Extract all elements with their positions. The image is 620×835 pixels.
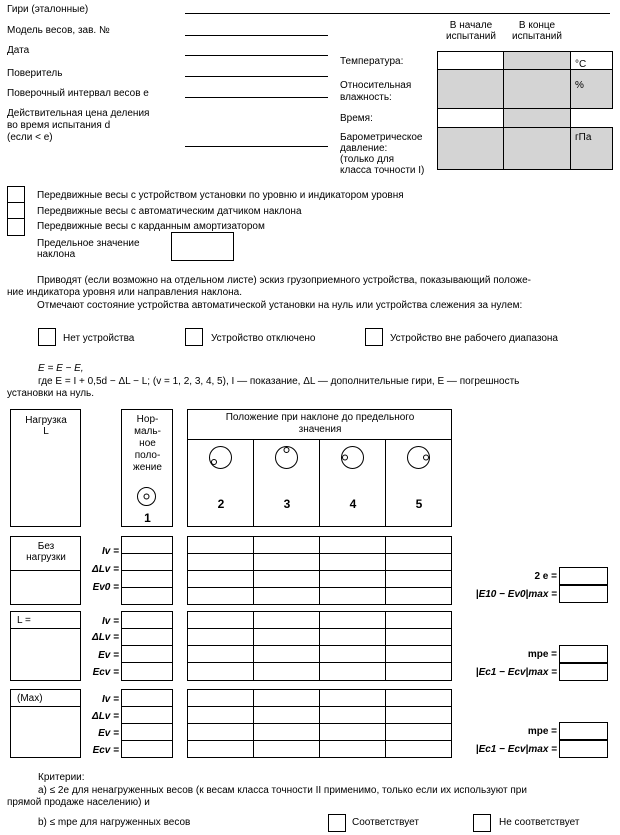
option-3-label: Передвижные весы с карданным амортизатором: [37, 221, 265, 232]
level-tilt-5-icon: [408, 447, 430, 469]
level-tilt-4-icon: [342, 447, 364, 469]
row-label-iv: Iv =: [102, 694, 119, 705]
zero-option-3-checkbox[interactable]: [365, 328, 383, 346]
row-label-ecv: Ecv =: [92, 667, 119, 678]
level-tilt-3-icon: [276, 447, 298, 469]
row-label-dlv: ΔLv =: [91, 711, 119, 722]
interval-field[interactable]: [185, 97, 328, 98]
mpe-label: mpe =: [527, 726, 557, 737]
zero-option-1-label: Нет устройства: [63, 333, 135, 344]
row-label-ev: Ev =: [98, 650, 119, 661]
normal-header-4: поло-: [134, 450, 161, 461]
formula-line-1: E = E − E,: [38, 363, 84, 374]
load-header-2: L: [43, 426, 49, 437]
position-number-5: 5: [415, 497, 423, 511]
normal-header-2: маль-: [134, 426, 161, 437]
weights-label: Гири (эталонные): [7, 4, 89, 15]
pressure-unit: гПа: [575, 132, 592, 143]
block3-label: (Max): [17, 693, 43, 704]
pressure-label-2: давление:: [340, 143, 388, 154]
interval-label: Поверочный интервал весов e: [7, 88, 149, 99]
pressure-end-cell[interactable]: [503, 127, 571, 170]
paragraph-1b: ние индикатора уровня или направления наклона.: [7, 287, 243, 298]
zero-option-1-checkbox[interactable]: [38, 328, 56, 346]
formula-line-2: где E = I + 0,5d − ΔL − L; (v = 1, 2, 3, 4, 5), I — показание, ΔL — дополнительные гири, E — погрешность: [38, 376, 520, 387]
level-normal-icon: [138, 488, 156, 506]
humidity-start-cell[interactable]: [437, 69, 504, 109]
row-label-ecv: Ecv =: [92, 745, 119, 756]
humidity-label-2: влажность:: [340, 92, 392, 103]
division-label-1: Действительная цена деления: [7, 108, 150, 119]
temperature-label: Температура:: [340, 56, 404, 67]
temp-end-cell[interactable]: [503, 51, 571, 70]
verifier-label: Поверитель: [7, 68, 63, 79]
position-number-1: 1: [144, 511, 151, 525]
pressure-label-1: Барометрическое: [340, 132, 423, 143]
pass-label: Соответствует: [352, 817, 419, 828]
limit-label-1: Предельное значение: [37, 238, 140, 249]
temp-start-cell[interactable]: [437, 51, 504, 70]
row-label-ev0: Ev0 =: [92, 582, 119, 593]
date-field[interactable]: [185, 55, 328, 56]
e10-ev0-label: |E10 − Ev0|max =: [475, 589, 557, 600]
limit-value-box[interactable]: [171, 232, 234, 261]
criteria-title: Критерии:: [38, 772, 85, 783]
time-label: Время:: [340, 113, 373, 124]
mpe-label: mpe =: [527, 649, 557, 660]
row-label-iv: Iv =: [102, 546, 119, 557]
pressure-label-3: (только для: [340, 154, 395, 165]
row-label-iv: Iv =: [102, 616, 119, 627]
pressure-start-cell[interactable]: [437, 127, 504, 170]
ec1-ecv-label: |Ec1 − Ecv|max =: [475, 667, 557, 678]
row-label-ev: Ev =: [98, 728, 119, 739]
two-e-label: 2 e =: [534, 571, 557, 582]
temperature-unit: °C: [575, 59, 587, 70]
position-number-3: 3: [283, 497, 291, 511]
time-start-cell[interactable]: [437, 108, 504, 128]
zero-option-2-label: Устройство отключено: [211, 333, 316, 344]
criteria-b: b) ≤ mpe для нагруженных весов: [38, 817, 191, 828]
row-label-dlv: ΔLv =: [91, 632, 119, 643]
load-header-1: Нагрузка: [25, 415, 67, 426]
zero-option-3-label: Устройство вне рабочего диапазона: [390, 333, 558, 344]
verifier-field[interactable]: [185, 76, 328, 77]
col-end-2: испытаний: [512, 31, 562, 42]
option-3-checkbox[interactable]: [7, 218, 25, 236]
tilt-header-1: Положение при наклоне до предельного: [225, 412, 415, 423]
humidity-end-cell[interactable]: [503, 69, 571, 109]
limit-label-2: наклона: [37, 249, 76, 260]
weights-field[interactable]: [185, 13, 610, 14]
zero-option-2-checkbox[interactable]: [185, 328, 203, 346]
position-number-2: 2: [217, 497, 225, 511]
pressure-label-4: класса точности I): [340, 165, 425, 176]
block1-label-1: Без: [37, 541, 55, 552]
col-start-1: В начале: [449, 20, 493, 31]
date-label: Дата: [7, 45, 30, 56]
row-label-dlv: ΔLv =: [91, 564, 119, 575]
normal-header-5: жение: [133, 462, 162, 473]
formula-line-3: установки на нуль.: [7, 388, 95, 399]
division-label-2: во время испытания d: [7, 120, 111, 131]
block1-label-2: нагрузки: [26, 552, 66, 563]
col-start-2: испытаний: [446, 31, 496, 42]
humidity-label-1: Относительная: [340, 80, 412, 91]
block2-label: L =: [17, 615, 31, 626]
fail-label: Не соответствует: [499, 817, 580, 828]
division-label-3: (если < e): [7, 132, 53, 143]
ec1-ecv-label: |Ec1 − Ecv|max =: [475, 744, 557, 755]
level-tilt-2-icon: [210, 447, 232, 469]
paragraph-1a: Приводят (если возможно на отдельном листе) эскиз грузоприемного устройства, показывающий положе-: [37, 275, 531, 286]
option-1-label: Передвижные весы с устройством установки по уровню и индикатором уровня: [37, 190, 404, 201]
option-2-label: Передвижные весы с автоматическим датчиком наклона: [37, 206, 302, 217]
model-field[interactable]: [185, 35, 328, 36]
fail-checkbox[interactable]: [473, 814, 491, 832]
humidity-unit: %: [575, 80, 584, 91]
tilt-header-2: значения: [298, 424, 342, 435]
model-label: Модель весов, зав. №: [7, 25, 110, 36]
paragraph-2: Отмечают состояние устройства автоматической установки на нуль или устройства слежения за нулем:: [37, 300, 523, 311]
col-end-1: В конце: [518, 20, 556, 31]
normal-header-1: Нор-: [136, 414, 159, 425]
position-number-4: 4: [349, 497, 357, 511]
pass-checkbox[interactable]: [328, 814, 346, 832]
criteria-a-line-1: а) ≤ 2e для ненагруженных весов (к весам класса точности II применимо, только если их используют при: [38, 785, 527, 796]
time-end-cell[interactable]: [503, 108, 571, 128]
division-field[interactable]: [185, 146, 328, 147]
normal-header-3: ное: [139, 438, 156, 449]
criteria-a-line-2: прямой продаже населению) и: [7, 797, 150, 808]
